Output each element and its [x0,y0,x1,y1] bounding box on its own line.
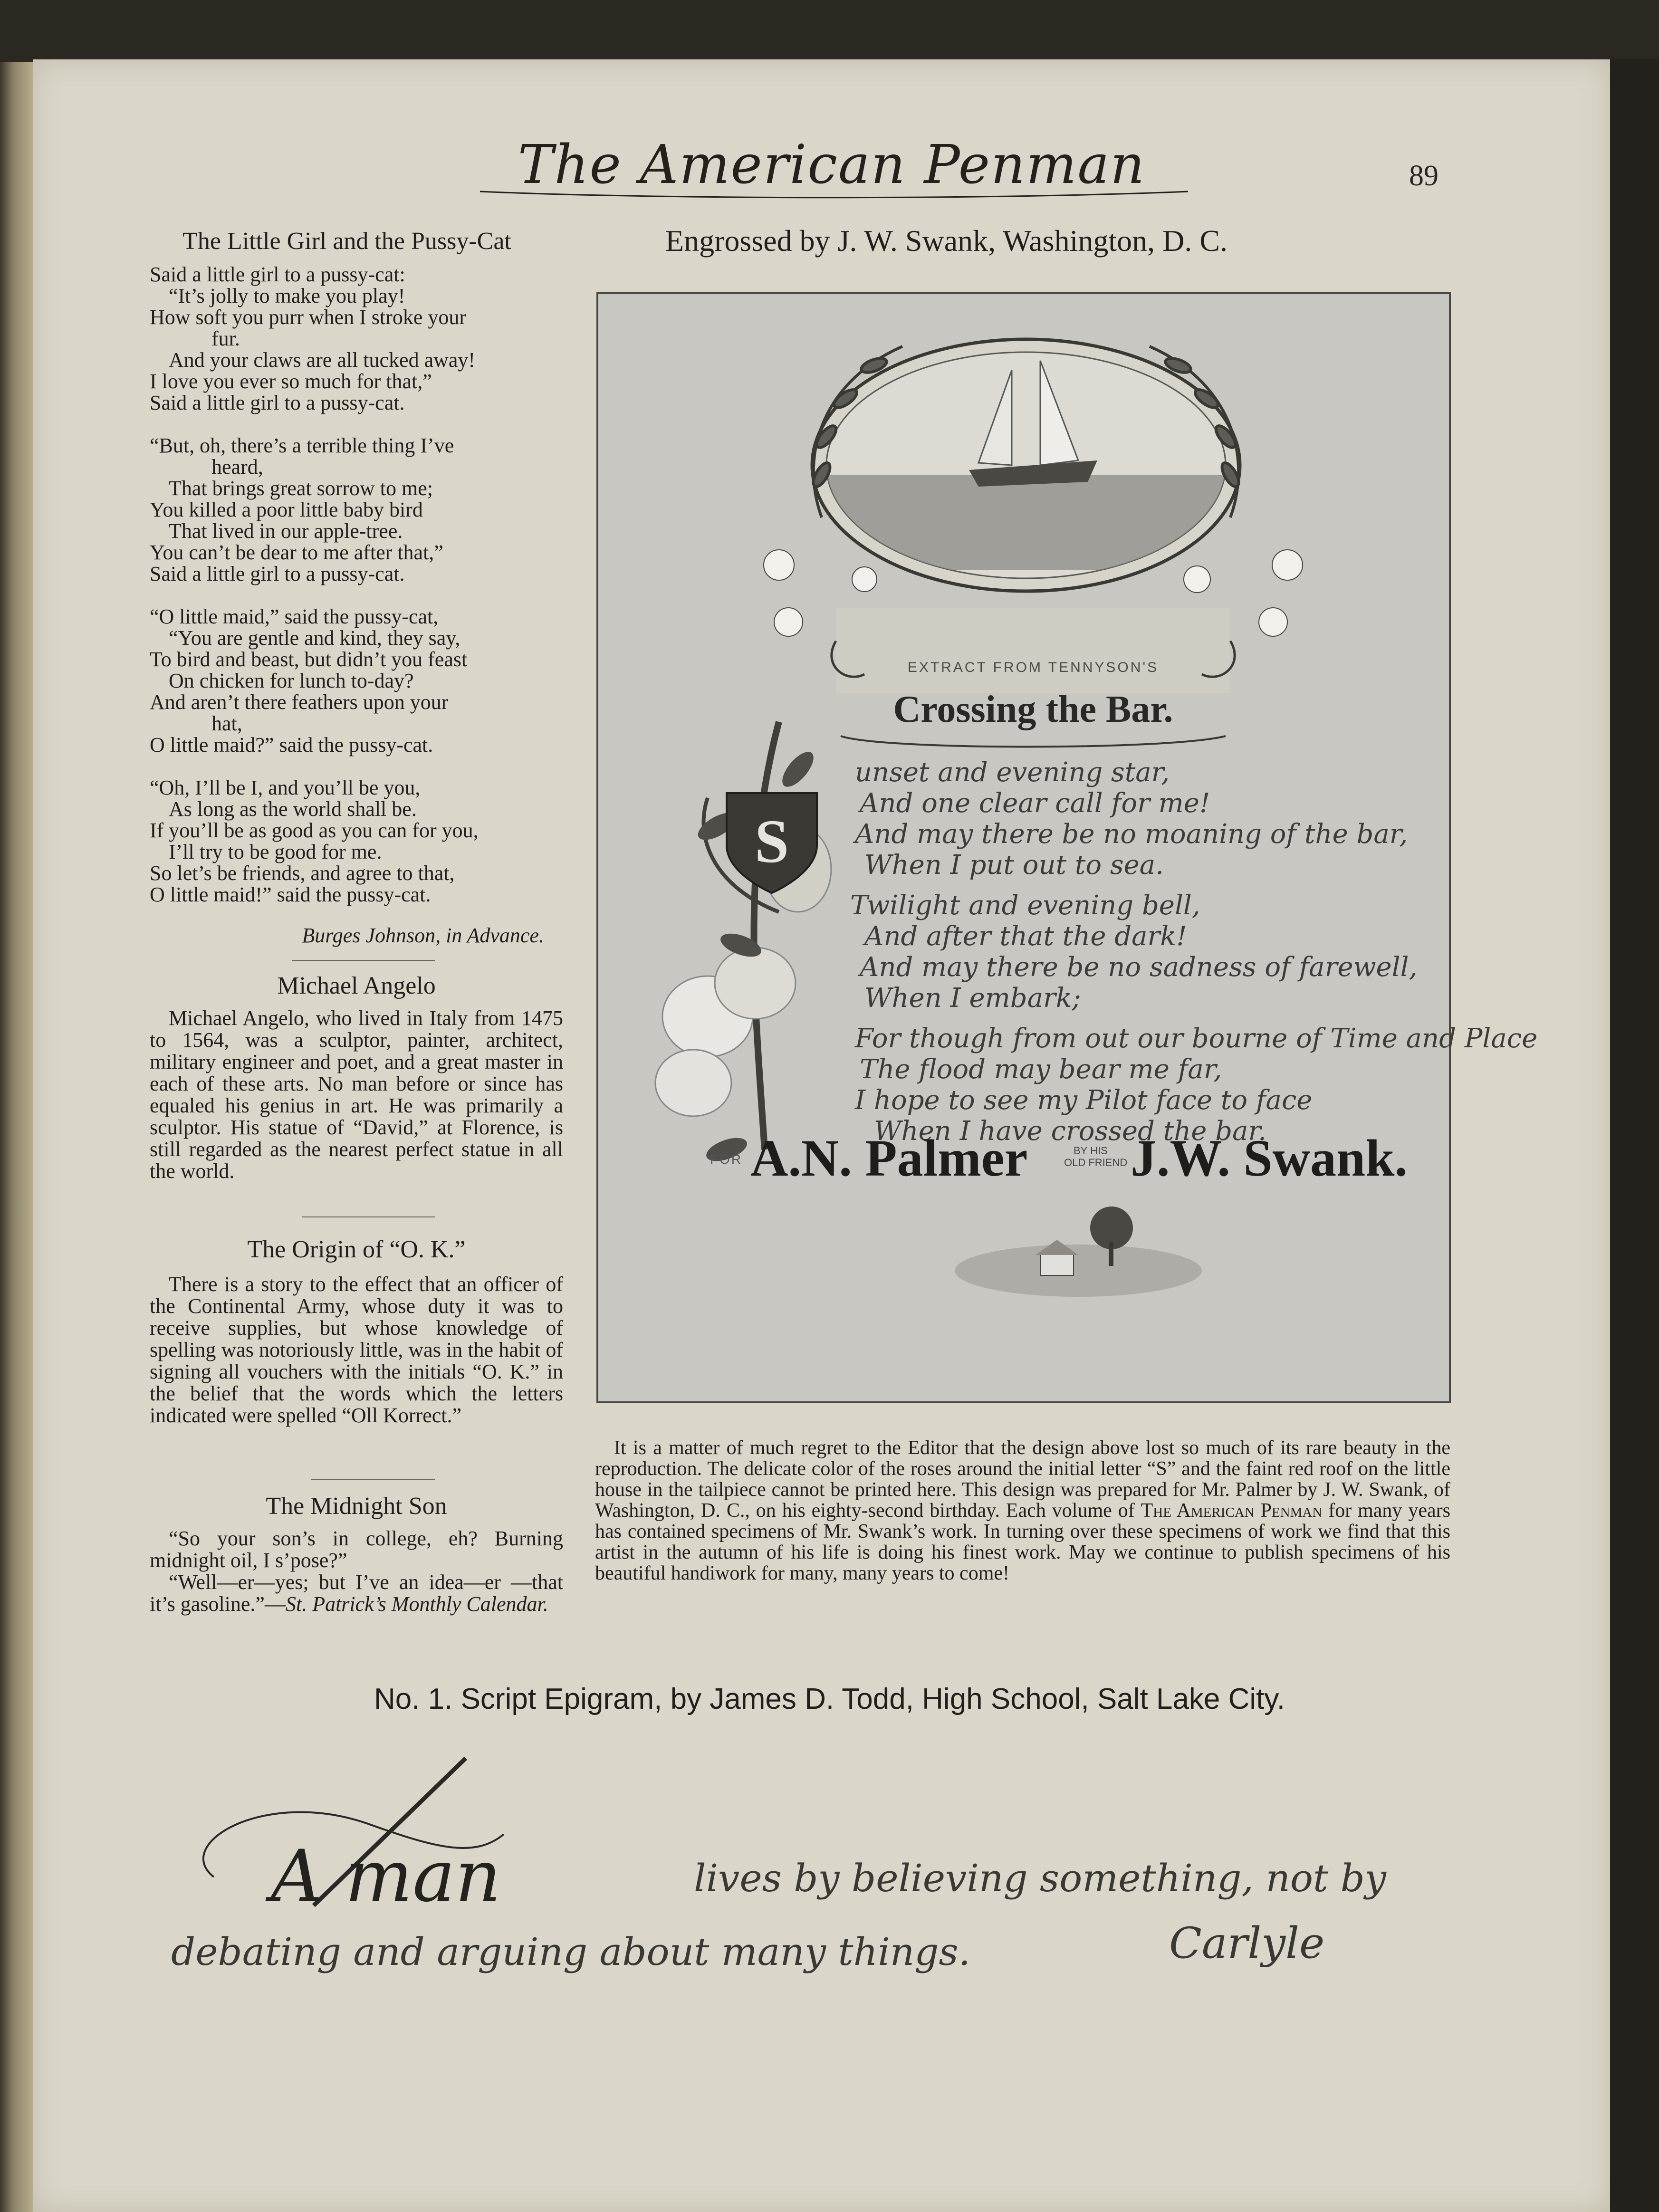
epigram-big-text: A man [271,1835,501,1918]
masthead-title: The American Penman [518,134,1146,196]
page-number: 89 [1409,160,1438,192]
section-divider [292,960,435,961]
caption-journal-name: The American Penman [1141,1500,1323,1522]
verse-line: I hope to see my Pilot face to face [855,1085,1313,1116]
rose-branch [655,722,831,1166]
verse-line: The flood may bear me far, [860,1054,1222,1085]
midnight-son-line-1: “So your son’s in college, eh? Burning midnight oil, I s’pose?” [150,1527,563,1572]
section-title-michael-angelo: Michael Angelo [277,972,436,999]
epigram-line-2: debating and arguing about many things. [171,1930,970,1974]
poem-line: “You are gentle and kind, they say, [169,626,460,650]
poem-line: As long as the world shall be. [169,797,417,821]
section-body-ok-origin [150,1274,563,1427]
engrossed-heading: Engrossed by J. W. Swank, Washington, D. C. [665,224,1228,258]
author-name: J.W. Swank. [1131,1129,1408,1187]
verse-line: Twilight and evening bell, [850,890,1200,921]
poem-line: And aren’t there feathers upon your [150,690,449,714]
poem-line: If you’ll be as good as you can for you, [150,819,479,842]
poem-line: “O little maid,” said the pussy-cat, [150,605,439,628]
section-body-michael-angelo [150,1007,563,1182]
for-label: FOR [710,1152,743,1167]
verse-line: And may there be no moaning of the bar, [855,819,1408,850]
poem-line: fur. [211,327,240,350]
book-spine [0,62,33,2212]
poem-line: You killed a poor little baby bird [150,498,423,521]
poem-line: On chicken for lunch to-day? [169,669,414,692]
verse-line: For though from out our bourne of Time and Place [855,1023,1538,1054]
verse-line: unset and evening star, [855,757,1170,788]
section-divider [302,1216,435,1217]
by-label: BY HIS [1074,1145,1108,1157]
by-label: OLD FRIEND [1064,1157,1128,1168]
poem-line: O little maid?” said the pussy-cat. [150,733,433,756]
page-edge [1610,59,1659,2212]
title-banner [832,608,1235,747]
crossing-the-bar-title: Crossing the Bar. [893,689,1173,730]
caption-text: for many years has contained specimens of Mr. Swank’s work. In turning over these specimens of work we find that this artist in the autumn of his life is doing his finest work. May we continue to publish specimens of his beautiful handiwork for many, many years to come! [595,1500,1450,1584]
midnight-son-source: St. Patrick’s Monthly Calendar. [285,1592,548,1616]
poem-line: “It’s jolly to make you play! [169,284,405,307]
verse-line: And after that the dark! [864,921,1187,952]
poem-line: Said a little girl to a pussy-cat. [150,562,405,585]
extract-label: EXTRACT FROM TENNYSON'S [907,660,1159,675]
verse-line: When I embark; [864,983,1081,1014]
poem-line: And your claws are all tucked away! [169,348,476,372]
poem-line: hat, [211,712,242,735]
ok-origin-text: There is a story to the effect that an officer of the Continental Army, whose duty it was to receive supplies, but whose knowledge of spelling was notoriously little, was in the habit of signing all vouchers with the initials “O. K.” in the belief that the words which the letters indicated were spelled “Oll Korrect.” [150,1273,563,1427]
poem-stanza [150,777,568,905]
house-tailpiece [955,1207,1202,1297]
poem-stanza [150,606,568,756]
epigram-title: No. 1. Script Epigram, by James D. Todd, High School, Salt Lake City. [374,1683,1285,1715]
poem-line: That brings great sorrow to me; [169,477,433,500]
verse-line: When I put out to sea. [864,850,1164,881]
engrossed-plate [596,292,1538,1403]
verse-line: When I have crossed the bar. [874,1116,1266,1147]
poem-line: How soft you purr when I stroke your [150,306,466,329]
masthead [428,135,1236,207]
verse-line: And one clear call for me! [860,788,1210,819]
plate-caption [595,1437,1450,1584]
tennyson-verse [850,757,1537,1147]
section-title-midnight-son: The Midnight Son [266,1493,447,1520]
script-epigram [143,1749,1521,1986]
section-body-midnight-son [150,1528,563,1615]
poem-line: I’ll try to be good for me. [169,840,382,863]
poem-line: O little maid!” said the pussy-cat. [150,883,431,906]
poem-stanza [150,435,568,584]
poem-line: heard, [211,455,263,479]
verse-line: And may there be no sadness of farewell, [860,952,1418,983]
poem-line: To bird and beast, but didn’t you feast [150,648,468,671]
poem-attribution: Burges Johnson, in Advance. [302,924,544,947]
poem-stanza [150,264,568,413]
poem-line: “Oh, I’ll be I, and you’ll be you, [150,776,421,799]
poem-line: “But, oh, there’s a terrible thing I’ve [150,434,454,457]
poem-body [150,264,568,927]
poem-line: I love you ever so much for that,” [150,370,432,393]
poem-title: The Little Girl and the Pussy-Cat [182,228,511,255]
poem-line: You can’t be dear to me after that,” [150,541,443,564]
section-title-ok-origin: The Origin of “O. K.” [247,1236,466,1263]
poem-line: That lived in our apple-tree. [169,519,403,543]
poem-line: Said a little girl to a pussy-cat. [150,391,405,414]
poem-line: So let’s be friends, and agree to that, [150,862,455,885]
epigram-line-1: lives by believing something, not by [694,1856,1386,1900]
ship-vignette [812,339,1240,591]
initial-letter: S [754,807,789,876]
epigram-signature: Carlyle [1169,1918,1325,1968]
recipient-name: A.N. Palmer [750,1129,1028,1187]
poem-line: Said a little girl to a pussy-cat: [150,263,405,286]
midnight-son-line-2: “Well—er—yes; but I’ve an idea—er —that it’s gasoline.”— [150,1570,563,1616]
michael-angelo-text: Michael Angelo, who lived in Italy from 1475 to 1564, was a sculptor, painter, architect, military engineer and poet, and a great master in each of these arts. No man before or since has equaled his genius in art. He was primarily a sculptor. His statue of “David,” at Florence, is still regarded as the nearest perfect statue in all the world. [150,1006,563,1183]
section-divider [311,1479,435,1480]
caption-text: It is a matter of much regret to the Editor that the design above lost so much of its rare beauty in the reproduction. The delicate color of the roses around the initial letter “S” and the faint red roof on the little house in the tailpiece cannot be printed here. This design was prepared for Mr. Palmer by J. W. Swank, of Washington, D. C., on his eighty-second birthday. Each volume of [595,1437,1450,1522]
